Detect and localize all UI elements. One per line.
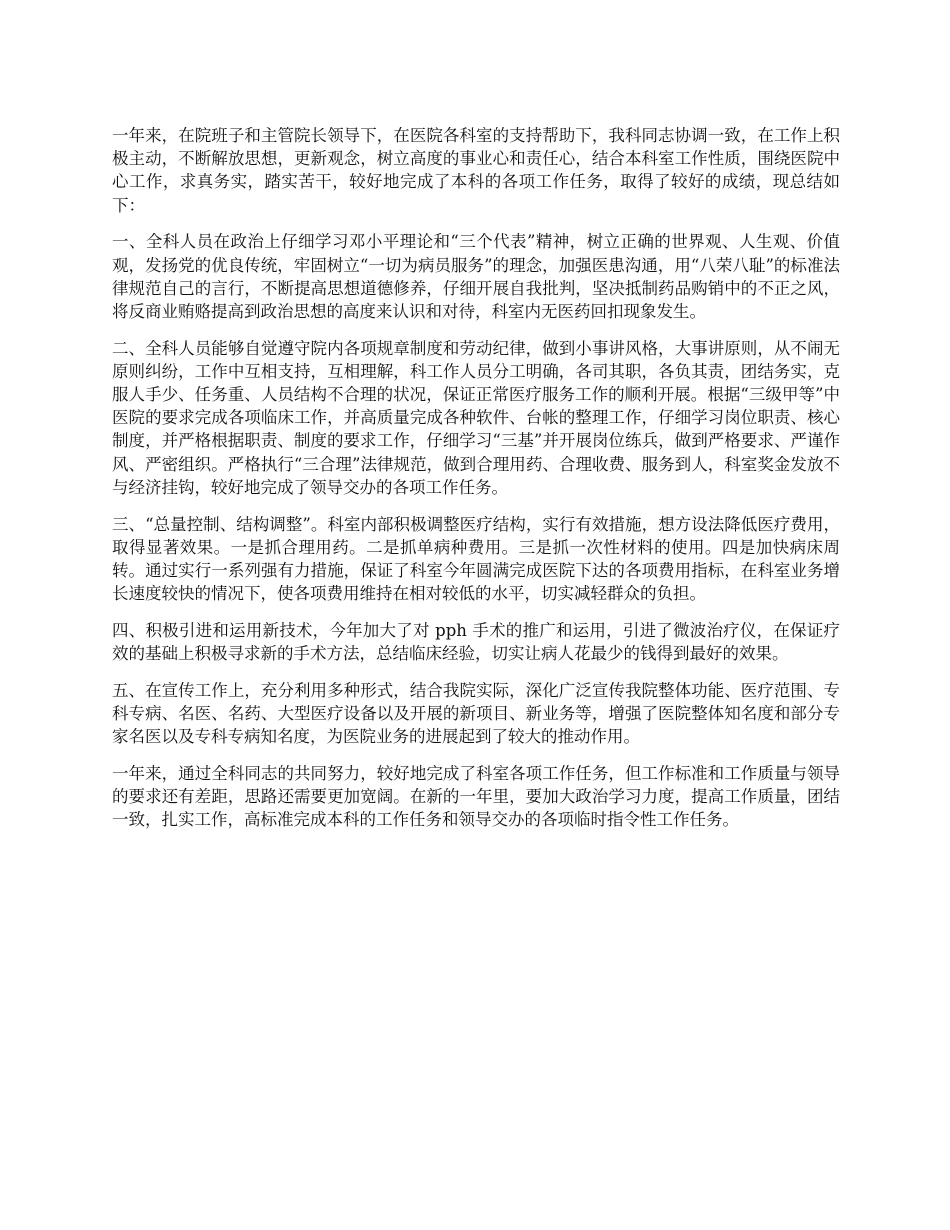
document-body (112, 124, 840, 845)
paragraph-section-5: 五、在宣传工作上，充分利用多种形式，结合我院实际，深化广泛宣传我院整体功能、医疗范围、专科专病、名医、名药、大型医疗设备以及开展的新项目、新业务等，增强了医院整体知名度和部分专家名医以及专科专病知名度，为医院业务的进展起到了较大的推动作用。 (112, 680, 840, 747)
paragraph-section-2: 二、全科人员能够自觉遵守院内各项规章制度和劳动纪律，做到小事讲风格，大事讲原则，从不闹无原则纠纷，工作中互相支持，互相理解，科工作人员分工明确，各司其职，各负其责，团结务实，克服人手少、任务重、人员结构不合理的状况，保证正常医疗服务工作的顺利开展。根据“三级甲等”中医院的要求完成各项临床工作，并高质量完成各种软件、台帐的整理工作，仔细学习岗位职责、核心制度，并严格根据职责、制度的要求工作，仔细学习“三基”并开展岗位练兵，做到严格要求、严谨作风、严密组织。严格执行“三合理”法律规范，做到合理用药、合理收费、服务到人，科室奖金发放不与经济挂钩，较好地完成了领导交办的各项工作任务。 (112, 338, 840, 497)
paragraph-intro: 一年来，在院班子和主管院长领导下，在医院各科室的支持帮助下，我科同志协调一致，在工作上积极主动，不断解放思想，更新观念，树立高度的事业心和责任心，结合本科室工作性质，围绕医院中心工作，求真务实，踏实苦干，较好地完成了本科的各项工作任务，取得了较好的成绩，现总结如下： (112, 126, 840, 215)
paragraph-section-3: 三、“总量控制、结构调整”。科室内部积极调整医疗结构，实行有效措施，想方设法降低医疗费用，取得显著效果。一是抓合理用药。二是抓单病种费用。三是抓一次性材料的使用。四是加快病床周转。通过实行一系列强有力措施，保证了科室今年圆满完成医院下达的各项费用指标，在科室业务增长速度较快的情况下，使各项费用维持在相对较低的水平，切实减轻群众的负担。 (112, 514, 840, 604)
paragraph-conclusion: 一年来，通过全科同志的共同努力，较好地完成了科室各项工作任务，但工作标准和工作质量与领导的要求还有差距，思路还需要更加宽阔。在新的一年里，要加大政治学习力度，提高工作质量，团结一致，扎实工作，高标准完成本科的工作任务和领导交办的各项临时指令性工作任务。 (112, 763, 840, 830)
paragraph-section-4: 四、积极引进和运用新技术，今年加大了对 pph 手术的推广和运用，引进了微波治疗仪，在保证疗效的基础上积极寻求新的手术方法，总结临床经验，切实让病人花最少的钱得到最好的效果。 (112, 620, 840, 664)
paragraph-section-1: 一、全科人员在政治上仔细学习邓小平理论和“三个代表”精神，树立正确的世界观、人生观、价值观，发扬党的优良传统，牢固树立“一切为病员服务”的理念，加强医患沟通，用“八荣八耻”的标准法律规范自己的言行，不断提高思想道德修养，仔细开展自我批判，坚决抵制药品购销中的不正之风，将反商业贿赂提高到政治思想的高度来认识和对待，科室内无医药回扣现象发生。 (112, 232, 840, 321)
